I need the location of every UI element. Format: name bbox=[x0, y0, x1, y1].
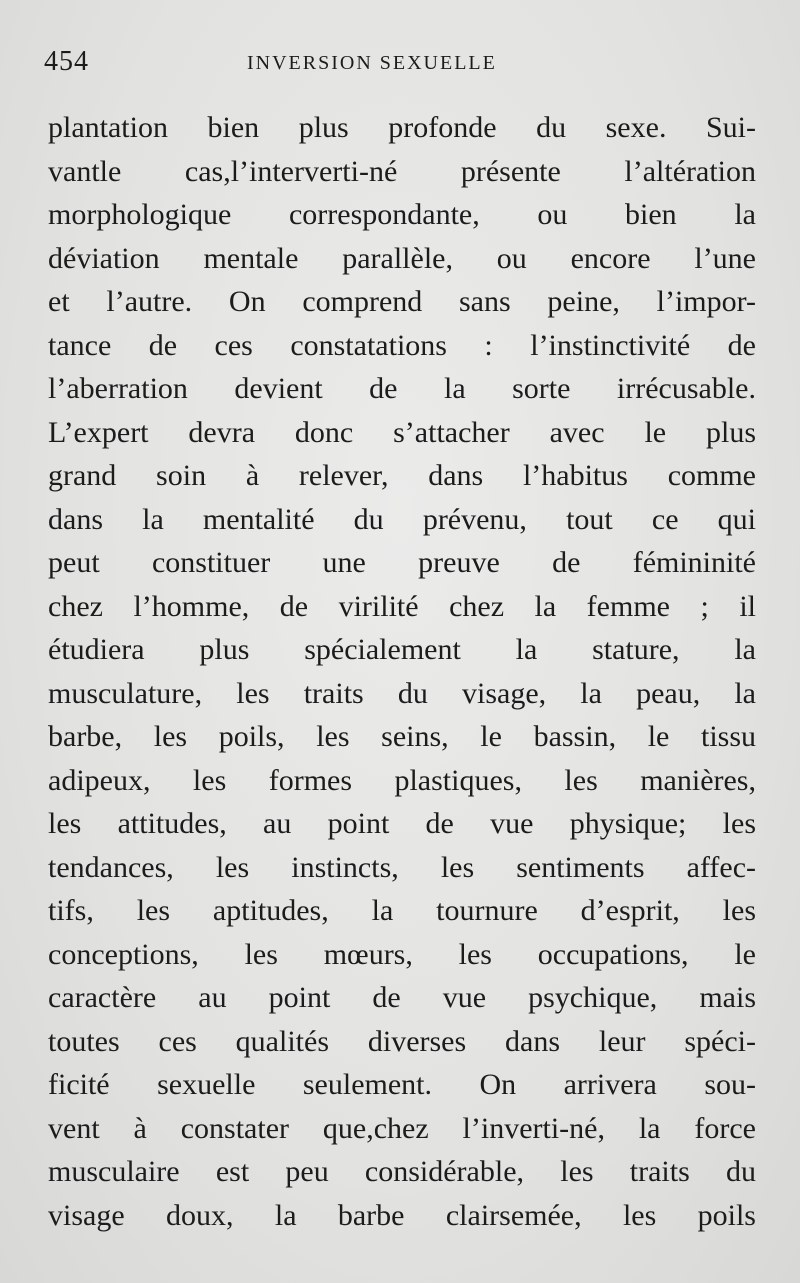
text-line: et l’autre. On comprend sans peine, l’impor- bbox=[48, 285, 756, 318]
text-line: caractère au point de vue psychique, mais bbox=[48, 981, 756, 1014]
text-line: grand soin à relever, dans l’habitus comme bbox=[48, 459, 756, 492]
text-line: l’aberration devient de la sorte irrécusable. bbox=[48, 372, 756, 405]
text-line: L’expert devra donc s’attacher avec le plus bbox=[48, 415, 756, 449]
text-line: plantation bien plus profonde du sexe. Sui- bbox=[48, 111, 756, 144]
text-line: les attitudes, au point de vue physique; les bbox=[48, 807, 756, 840]
body-paragraph bbox=[48, 106, 756, 1237]
text-line: barbe, les poils, les seins, le bassin, le tissu bbox=[48, 720, 756, 753]
text-line: conceptions, les mœurs, les occupations, le bbox=[48, 937, 756, 971]
text-line: toutes ces qualités diverses dans leur spéci- bbox=[48, 1024, 756, 1058]
text-line: morphologique correspondante, ou bien la bbox=[48, 198, 756, 231]
text-line: adipeux, les formes plastiques, les manières, bbox=[48, 763, 756, 797]
text-line: vent à constater que,chez l’inverti-né, la force bbox=[48, 1111, 756, 1145]
text-line: ficité sexuelle seulement. On arrivera sou- bbox=[48, 1068, 756, 1101]
text-line: étudiera plus spécialement la stature, la bbox=[48, 633, 756, 666]
text-line: visage doux, la barbe clairsemée, les poils bbox=[48, 1198, 756, 1232]
text-line: déviation mentale parallèle, ou encore l’une bbox=[48, 241, 756, 275]
running-title: INVERSION SEXUELLE bbox=[247, 52, 497, 74]
page-number: 454 bbox=[44, 46, 89, 77]
text-line: musculature, les traits du visage, la peau, la bbox=[48, 676, 756, 710]
text-line: chez l’homme, de virilité chez la femme ; il bbox=[48, 589, 756, 623]
text-line: dans la mentalité du prévenu, tout ce qui bbox=[48, 502, 756, 536]
text-line: vantle cas,l’interverti-né présente l’altération bbox=[48, 154, 756, 188]
running-head bbox=[44, 46, 764, 82]
text-line: tance de ces constatations : l’instinctivité de bbox=[48, 328, 756, 362]
text-line: peut constituer une preuve de fémininité bbox=[48, 546, 756, 579]
text-line: tendances, les instincts, les sentiments affec- bbox=[48, 850, 756, 884]
text-line: tifs, les aptitudes, la tournure d’esprit, les bbox=[48, 894, 756, 927]
text-line: musculaire est peu considérable, les traits du bbox=[48, 1155, 756, 1188]
